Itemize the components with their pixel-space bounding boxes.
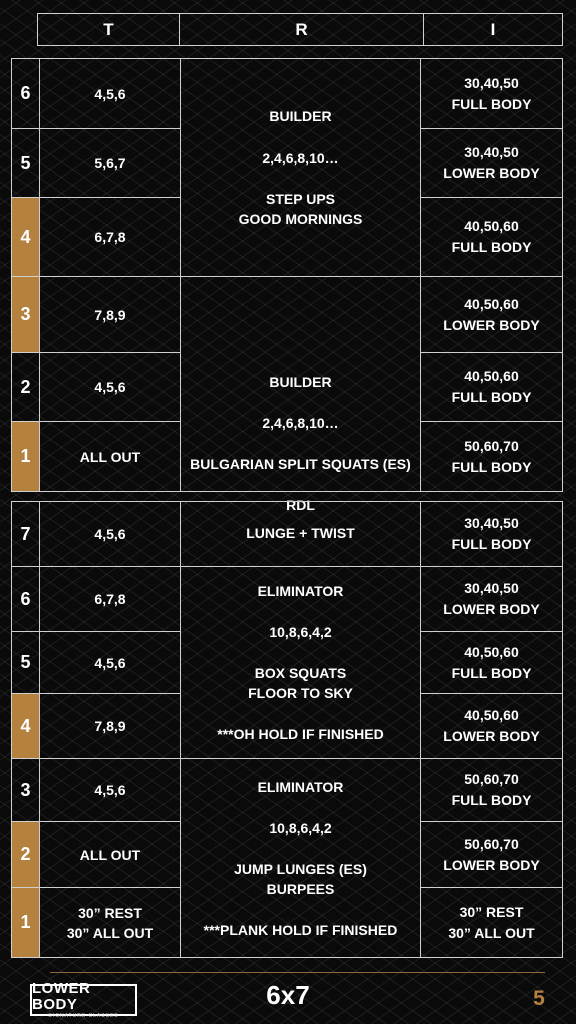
tempo-cell: 4,5,6 (39, 759, 180, 822)
exercise-format: ELIMINATOR (257, 583, 344, 599)
exercise-reps: 10,8,6,4,2 (269, 624, 332, 640)
header-i: I (490, 19, 496, 39)
tempo-cell: 7,8,9 (39, 277, 180, 353)
intensity-cell: 50,60,70 FULL BODY (420, 422, 562, 491)
intensity-cell: 50,60,70 LOWER BODY (420, 822, 562, 888)
exercise-name: LUNGE + TWIST (246, 525, 355, 541)
exercise-format: ELIMINATOR (257, 779, 344, 795)
workout-format-title: 6x7 (266, 980, 310, 1010)
exercise-cell (180, 567, 420, 759)
exercise-note: ***PLANK HOLD IF FINISHED (203, 922, 398, 938)
exercise-format: BUILDER (269, 108, 332, 124)
intensity-cell: 30,40,50 FULL BODY (420, 502, 562, 567)
exercise-name: BURPEES (266, 881, 335, 897)
tempo-cell: 4,5,6 (39, 353, 180, 422)
exercise-name: GOOD MORNINGS (238, 211, 363, 227)
exercise-reps: 2,4,6,8,10… (262, 415, 339, 431)
exercise-name: FLOOR TO SKY (248, 685, 353, 701)
round-number: 5 (12, 129, 39, 198)
header-r: R (180, 14, 424, 45)
intensity-cell: 40,50,60 FULL BODY (420, 632, 562, 694)
round-number: 2 (12, 822, 39, 888)
exercise-reps: 2,4,6,8,10… (262, 150, 339, 166)
round-number: 4 (12, 198, 39, 277)
page-number: 5 (533, 987, 545, 1010)
intensity-cell: 40,50,60 FULL BODY (420, 198, 562, 277)
intensity-cell: 40,50,60 FULL BODY (420, 353, 562, 422)
exercise-cell (180, 759, 420, 957)
tempo-cell: 4,5,6 (39, 502, 180, 567)
workout-block-2 (11, 501, 563, 958)
exercise-format: BUILDER (269, 374, 332, 390)
round-number: 6 (12, 59, 39, 129)
tempo-cell: 30” REST 30” ALL OUT (39, 888, 180, 957)
logo-title: LOWER BODY (32, 979, 91, 1013)
tempo-cell: ALL OUT (39, 422, 180, 491)
intensity-cell: 40,50,60 LOWER BODY (420, 277, 562, 353)
tempo-cell: 4,5,6 (39, 59, 180, 129)
round-number: 1 (12, 888, 39, 957)
exercise-cell (180, 59, 420, 277)
exercise-reps: 10,8,6,4,2 (269, 820, 332, 836)
table-header (37, 13, 563, 46)
intensity-cell: 30,40,50 LOWER BODY (420, 567, 562, 632)
intensity-cell: 30,40,50 LOWER BODY (420, 129, 562, 198)
round-number: 7 (12, 502, 39, 567)
workout-block-1 (11, 58, 563, 513)
class-logo (30, 979, 137, 1019)
exercise-name: STEP UPS (266, 191, 335, 207)
intensity-cell: 40,50,60 LOWER BODY (420, 694, 562, 759)
exercise-note: ***OH HOLD IF FINISHED (217, 726, 384, 742)
round-number: 2 (12, 353, 39, 422)
tempo-cell: 5,6,7 (39, 129, 180, 198)
exercise-name: BULGARIAN SPLIT SQUATS (ES) (190, 456, 411, 472)
exercise-name: BOX SQUATS (254, 665, 347, 681)
exercise-name: JUMP LUNGES (ES) (234, 861, 367, 877)
round-number: 3 (12, 277, 39, 353)
exercise-cell (180, 277, 420, 513)
header-t: T (38, 14, 180, 45)
round-number: 6 (12, 567, 39, 632)
round-number: 4 (12, 694, 39, 759)
tempo-cell: 4,5,6 (39, 632, 180, 694)
tempo-cell: ALL OUT (39, 822, 180, 888)
round-number: 1 (12, 422, 39, 491)
intensity-cell: 30,40,50 FULL BODY (420, 59, 562, 129)
logo-subtitle: SIGNATURE CLASSES (48, 1012, 119, 1019)
round-number: 5 (12, 632, 39, 694)
intensity-cell: 30” REST 30” ALL OUT (420, 888, 562, 957)
intensity-cell: 50,60,70 FULL BODY (420, 759, 562, 822)
tempo-cell: 6,7,8 (39, 567, 180, 632)
exercise-name: RDL (286, 497, 315, 513)
exercise-cell (180, 502, 420, 567)
tempo-cell: 6,7,8 (39, 198, 180, 277)
tempo-cell: 7,8,9 (39, 694, 180, 759)
round-number: 3 (12, 759, 39, 822)
footer-divider (50, 972, 545, 973)
